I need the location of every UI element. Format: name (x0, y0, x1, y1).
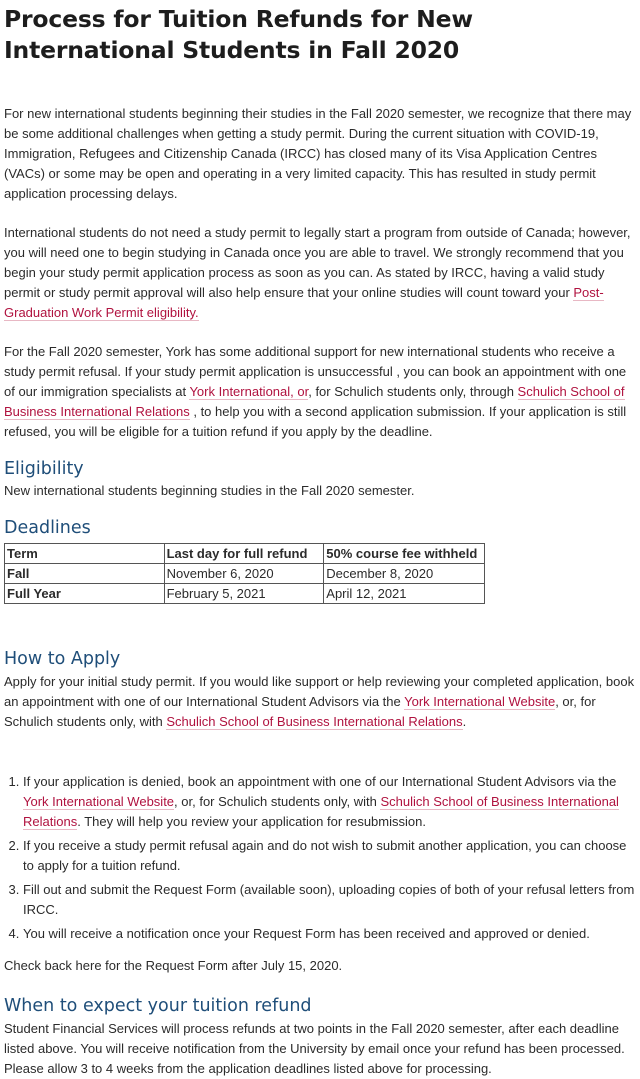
column-header-term: Term (5, 544, 165, 564)
table-cell-full-refund: February 5, 2021 (164, 584, 324, 604)
table-cell-term: Full Year (5, 584, 165, 604)
column-header-full-refund: Last day for full refund (164, 544, 324, 564)
how-to-apply-heading: How to Apply (4, 649, 121, 669)
table-row (5, 564, 485, 584)
when-to-expect-heading: When to expect your tuition refund (4, 996, 312, 1016)
intro-paragraph-2 (4, 223, 637, 323)
intro-paragraph-3-text-b: , for Schulich students only, through (308, 384, 518, 399)
column-header-fee-withheld: 50% course fee withheld (324, 544, 485, 564)
step-1-text-c: . They will help you review your application for resubmission. (77, 814, 426, 829)
list-item: 4. You will receive a notification once your Request Form has been received and approved or denied. (23, 924, 637, 944)
schulich-international-relations-link[interactable]: Schulich School of Business International Relations (23, 794, 619, 829)
table-row (5, 584, 485, 604)
step-1-text-b: , or, for Schulich students only, with (174, 794, 381, 809)
deadlines-table (4, 543, 485, 604)
table-cell-full-refund: November 6, 2020 (164, 564, 324, 584)
how-to-apply-text-c: . (462, 714, 467, 729)
list-item (23, 772, 637, 832)
step-1-text-a: If your application is denied, book an appointment with one of our International Student Advisors via the (23, 774, 617, 789)
intro-paragraph-3-text-a: For the Fall 2020 semester, York has some additional support for new international students who receive a study permit refusal. If your study permit application is unsuccessful , you can book an appointment with one of our immigration specialists at (4, 344, 627, 399)
deadlines-heading: Deadlines (4, 518, 91, 538)
intro-paragraph-3 (4, 342, 637, 442)
check-back-text: Check back here for the Request Form after July 15, 2020. (4, 958, 343, 973)
eligibility-text: New international students beginning studies in the Fall 2020 semester. (4, 483, 415, 498)
page-content (0, 4, 640, 1079)
how-to-apply-text-b: , or, for Schulich students only, with (4, 694, 596, 729)
york-international-website-link[interactable]: York International Website (23, 794, 175, 809)
application-steps-list (4, 772, 637, 944)
table-cell-term: Fall (5, 564, 165, 584)
intro-paragraph-2-text: International students do not need a study permit to legally start a program from outside of Canada; however, you will need one to begin studying in Canada once you are able to travel. We strongly recommend that you begin your study permit application process as soon as you can. As stated by IRCC, having a valid study permit or study permit approval will also help ensure that your online studies will count toward your (4, 225, 631, 300)
table-cell-fee-withheld: April 12, 2021 (324, 584, 485, 604)
list-item: 3. Fill out and submit the Request Form (available soon), uploading copies of both of your refusal letters from IRCC. (23, 880, 637, 920)
schulich-international-relations-link[interactable]: Schulich School of Business International Relations (166, 714, 463, 729)
intro-paragraph-3-text-c: , to help you with a second application submission. If your application is still refused, you will be eligible for a tuition refund if you apply by the deadline. (4, 404, 627, 439)
table-header-row (5, 544, 485, 564)
york-international-website-link[interactable]: York International Website (404, 694, 556, 709)
when-to-expect-text: Student Financial Services will process refunds at two points in the Fall 2020 semester, after each deadline listed above. You will receive notification from the University by email once your refund has been processed. Please allow 3 to 4 weeks from the application deadlines listed above for processing. (4, 1021, 625, 1076)
how-to-apply-paragraph (4, 672, 637, 732)
page-title: Process for Tuition Refunds for New International Students in Fall 2020 (4, 5, 473, 64)
list-item: 2. If you receive a study permit refusal again and do not wish to submit another application, you can choose to apply for a tuition refund. (23, 836, 637, 876)
how-to-apply-text-a: Apply for your initial study permit. If you would like support or help reviewing your completed application, book an appointment with one of our International Student Advisors via the (4, 674, 635, 709)
table-cell-fee-withheld: December 8, 2020 (324, 564, 485, 584)
schulich-international-relations-link[interactable]: Schulich School of Business International Relations (4, 384, 625, 419)
eligibility-heading: Eligibility (4, 459, 84, 479)
pgwp-eligibility-link[interactable]: Post-Graduation Work Permit eligibility. (4, 285, 604, 320)
york-international-link[interactable]: York International, or (189, 384, 309, 399)
intro-paragraph-1: For new international students beginning their studies in the Fall 2020 semester, we recognize that there may be some additional challenges when getting a study permit. During the current situation with COVID-19, Immigration, Refugees and Citizenship Canada (IRCC) has closed many of its Visa Application Centres (VACs) or some may be open and operating in a very limited capacity. This has resulted in study permit application processing delays. (4, 106, 632, 201)
